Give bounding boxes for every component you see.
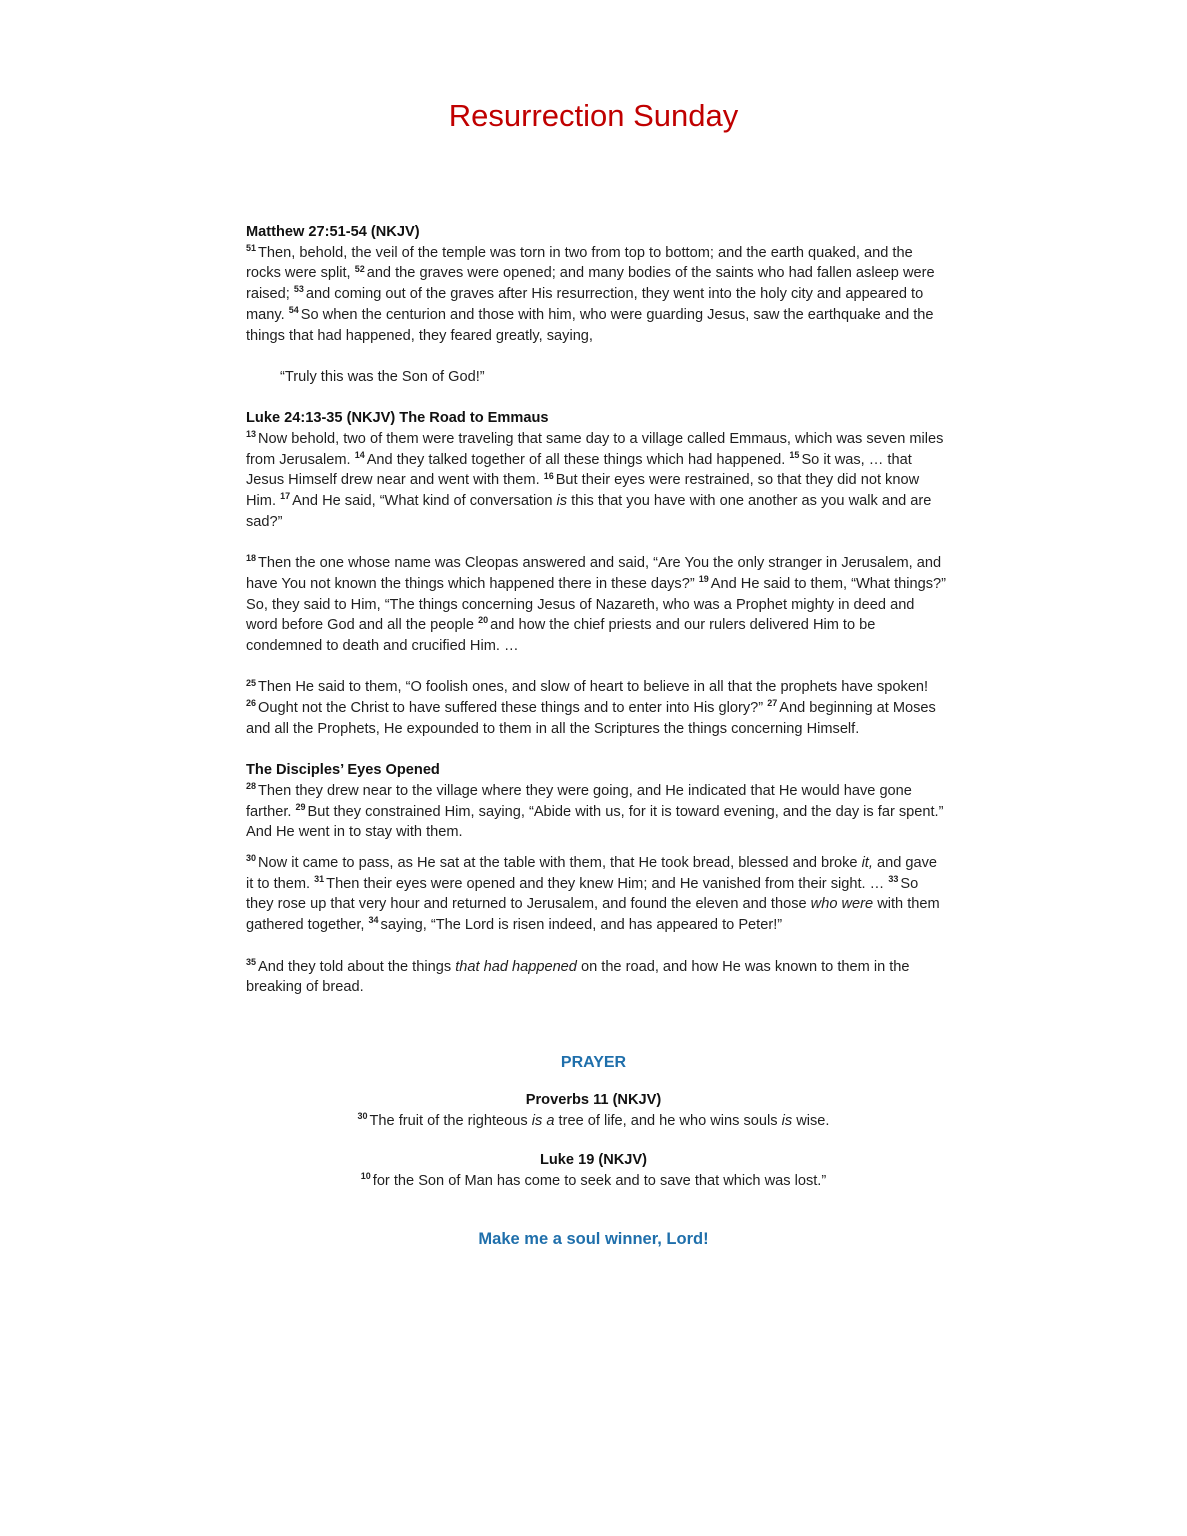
verse-number: 13 <box>246 429 257 440</box>
italic-text: who were <box>810 896 874 913</box>
luke19-block <box>0 1150 1187 1191</box>
verse-number: 31 <box>314 873 325 884</box>
verse-text: Then He said to them, “O foolish ones, and slow of heart to believe in all that the prophets have spoken! <box>258 679 929 696</box>
verse-text: on the road, and how He was known to them in the breaking of bread. <box>246 958 910 996</box>
matthew-passage <box>246 243 946 347</box>
verse-text: And they told about the things <box>258 958 456 975</box>
verse-number: 30 <box>246 853 257 864</box>
verse-text: Then, behold, the veil of the temple was torn in two from top to bottom; and the earth quaked, and the rocks were split, <box>246 244 913 282</box>
luke24-passage-2 <box>246 553 946 657</box>
verse-number: 29 <box>295 801 306 812</box>
luke24-passage-3 <box>246 677 946 739</box>
matthew-quote: “Truly this was the Son of God!” <box>280 368 485 385</box>
proverbs-block <box>0 1090 1187 1131</box>
italic-text: is <box>556 493 568 510</box>
verse-text: Now it came to pass, as He sat at the table with them, that He took bread, blessed and broke <box>258 855 862 872</box>
eyes-passage-2 <box>246 853 946 936</box>
verse-number: 28 <box>246 781 257 792</box>
eyes-passage-1 <box>246 781 946 843</box>
verse-text: So it was, … that Jesus Himself drew near and went with them. <box>246 451 912 489</box>
italic-text: is a <box>531 1112 555 1129</box>
page-title: Resurrection Sunday <box>448 98 739 133</box>
verse-text: So they rose up that very hour and returned to Jerusalem, and found the eleven and those <box>246 875 919 913</box>
verse-text: And He said, “What kind of conversation <box>292 493 557 510</box>
verse-number: 33 <box>888 873 899 884</box>
verse-number: 17 <box>280 491 291 502</box>
italic-text: that had happened <box>455 958 577 975</box>
verse-text: Then they drew near to the village where they were going, and He indicated that He would have gone farther. <box>246 782 912 820</box>
matthew-heading: Matthew 27:51-54 (NKJV) <box>246 224 420 240</box>
verse-text: with them gathered together, <box>246 896 940 934</box>
luke19-reference: Luke 19 (NKJV) <box>539 1152 648 1168</box>
verse-number: 30 <box>357 1110 368 1121</box>
italic-text: is <box>781 1112 793 1129</box>
verse-number: 18 <box>246 553 257 564</box>
luke24-passage-1 <box>246 429 946 533</box>
verse-text: The fruit of the righteous <box>369 1112 532 1129</box>
eyes-passage-3 <box>246 957 946 998</box>
proverbs-reference: Proverbs 11 (NKJV) <box>525 1092 662 1108</box>
prayer-heading: PRAYER <box>560 1054 627 1071</box>
verse-number: 53 <box>293 284 304 295</box>
verse-text: Now behold, two of them were traveling that same day to a village called Emmaus, which was seven miles from Jerusalem. <box>246 431 944 468</box>
verse-text: Then the one whose name was Cleopas answered and said, “Are You the only stranger in Jerusalem, and have You not known the things which happened there in these days?” <box>246 555 942 592</box>
verse-text: and coming out of the graves after His resurrection, they went into the holy city and appeared to many. <box>246 286 924 323</box>
verse-number: 27 <box>767 698 778 709</box>
verse-number: 25 <box>246 677 257 688</box>
verse-number: 16 <box>543 470 554 481</box>
proverbs-verse <box>0 1111 1187 1132</box>
verse-text: And they talked together of all these things which had happened. <box>366 451 786 468</box>
verse-text: Ought not the Christ to have suffered these things and to enter into His glory?” <box>258 700 764 717</box>
luke19-verse <box>0 1171 1187 1192</box>
verse-number: 20 <box>478 615 489 626</box>
verse-text: And He said to them, “What things?” So, they said to Him, “The things concerning Jesus of Nazareth, who was a Prophet mighty in deed and word before God and all the people <box>246 575 946 634</box>
verse-text: saying, “The Lord is risen indeed, and has appeared to Peter!” <box>380 917 783 934</box>
italic-text: it, <box>861 855 873 872</box>
verse-number: 34 <box>368 915 379 926</box>
verse-number: 14 <box>354 449 365 460</box>
verse-number: 19 <box>698 574 709 585</box>
verse-number: 15 <box>789 449 800 460</box>
eyes-heading: The Disciples’ Eyes Opened <box>246 762 440 779</box>
verse-text: So when the centurion and those with him, who were guarding Jesus, saw the earthquake and the things that had happened, they feared greatly, saying, <box>246 306 934 344</box>
verse-text: for the Son of Man has come to seek and to save that which was lost.” <box>372 1172 827 1189</box>
verse-text: and gave it to them. <box>246 855 938 892</box>
scripture-content <box>246 222 946 998</box>
verse-text: But they constrained Him, saying, “Abide with us, for it is toward evening, and the day is far spent.” And He went in to stay with them. <box>246 803 944 841</box>
verse-number: 10 <box>360 1170 371 1181</box>
verse-number: 54 <box>288 304 299 315</box>
verse-text: and the graves were opened; and many bodies of the saints who had fallen asleep were raised; <box>246 265 935 303</box>
verse-text: this that you have with one another as you walk and are sad?” <box>246 493 932 530</box>
verse-text: Then their eyes were opened and they knew Him; and He vanished from their sight. … <box>326 875 885 892</box>
luke24-heading: Luke 24:13-35 (NKJV) The Road to Emmaus <box>246 410 549 427</box>
verse-text: And beginning at Moses and all the Prophets, He expounded to them in all the Scriptures the things concerning Himself. <box>246 700 936 737</box>
closing-prayer: Make me a soul winner, Lord! <box>478 1230 709 1248</box>
verse-text: But their eyes were restrained, so that they did not know Him. <box>246 472 920 510</box>
verse-text: wise. <box>792 1112 830 1129</box>
verse-text: and how the chief priests and our rulers delivered Him to be condemned to death and crucified Him. … <box>246 617 876 655</box>
verse-number: 51 <box>246 242 257 253</box>
verse-number: 35 <box>246 956 257 967</box>
verse-text: tree of life, and he who wins souls <box>554 1112 782 1129</box>
verse-number: 26 <box>246 698 257 709</box>
verse-number: 52 <box>354 263 365 274</box>
